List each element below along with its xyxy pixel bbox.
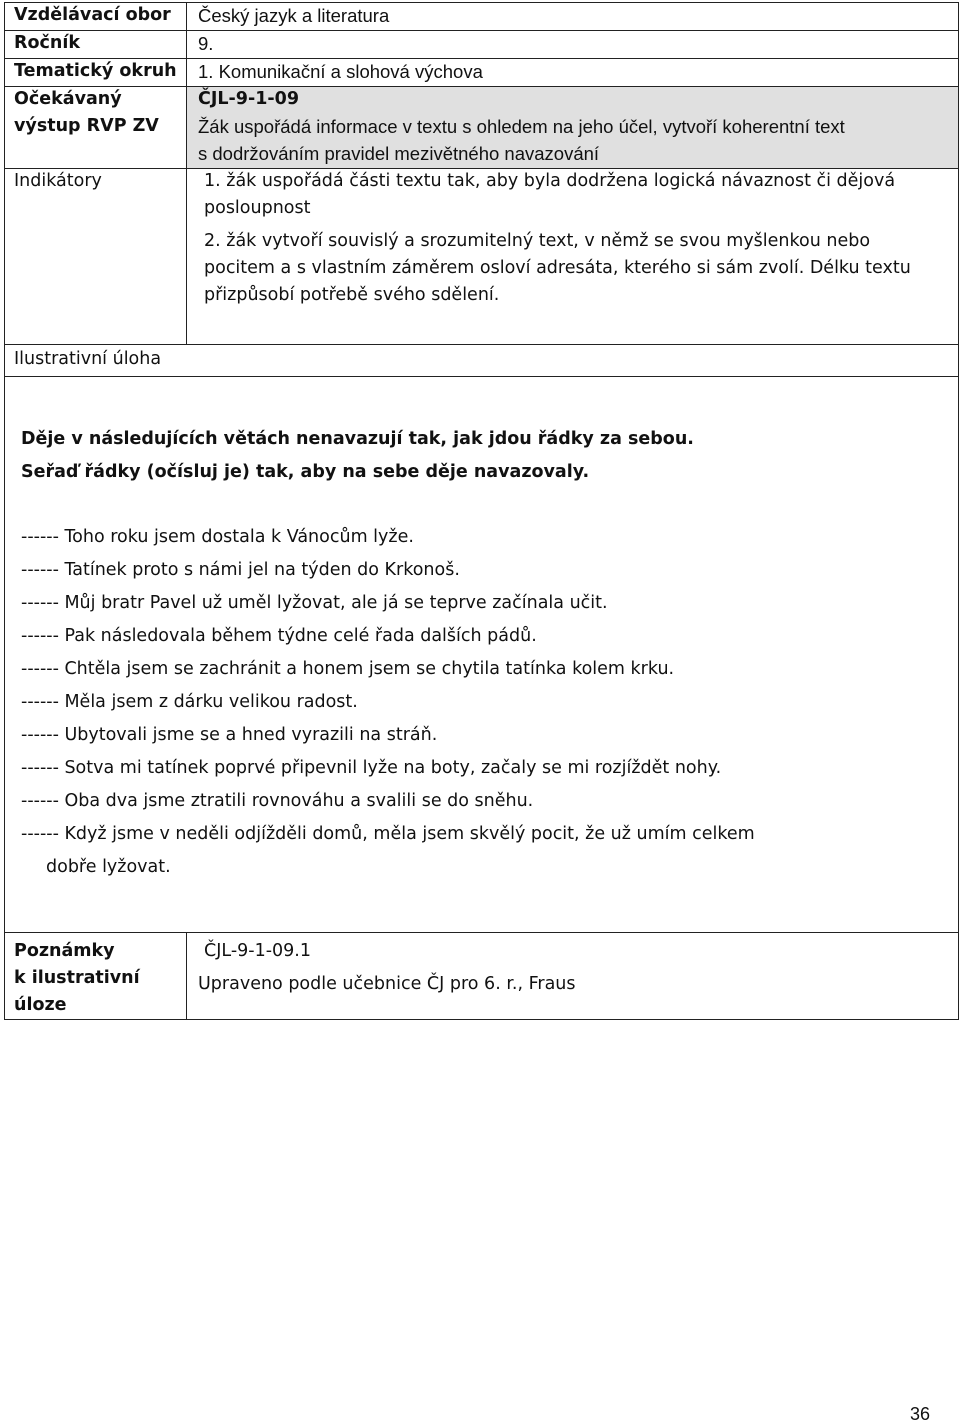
row-divider	[4, 86, 959, 87]
outcome-label: výstup RVP ZV	[14, 116, 159, 136]
task-line: ------ Ubytovali jsme se a hned vyrazili na stráň.	[21, 725, 438, 745]
indicator-item: 2. žák vytvoří souvislý a srozumitelný text, v němž se svou myšlenkou nebo	[204, 231, 871, 251]
notes-code: ČJL-9-1-09.1	[204, 941, 311, 961]
task-label: Ilustrativní úloha	[14, 349, 162, 369]
table-border-left	[4, 2, 5, 1020]
task-instruction: Seřaď řádky (očísluj je) tak, aby na sebe děje navazovaly.	[21, 462, 590, 482]
task-line: ------ Pak následovala během týdne celé řada dalších pádů.	[21, 626, 537, 646]
subject-label: Vzdělávací obor	[14, 5, 171, 25]
topic-value: 1. Komunikační a slohová výchova	[198, 61, 483, 82]
task-line: ------ Chtěla jsem se zachránit a honem jsem se chytila tatínka kolem krku.	[21, 659, 675, 679]
grade-label: Ročník	[14, 33, 80, 53]
task-line: ------ Tatínek proto s námi jel na týden do Krkonoš.	[21, 560, 460, 580]
column-divider	[186, 2, 187, 345]
table-border-right	[958, 2, 959, 1020]
task-line: ------ Sotva mi tatínek poprvé připevnil lyže na boty, začaly se mi rozjíždět nohy.	[21, 758, 722, 778]
outcome-text: s dodržováním pravidel mezivětného navazování	[198, 143, 600, 164]
indicator-item: 1. žák uspořádá části textu tak, aby byla dodržena logická návaznost či dějová	[204, 171, 896, 191]
page-number: 36	[909, 1404, 930, 1424]
notes-source: Upraveno podle učebnice ČJ pro 6. r., Fraus	[198, 974, 576, 994]
row-divider	[4, 376, 959, 377]
row-divider	[4, 344, 959, 345]
outcome-code: ČJL-9-1-09	[198, 89, 300, 109]
notes-label: Poznámky	[14, 941, 115, 961]
task-line: ------ Oba dva jsme ztratili rovnováhu a svalili se do sněhu.	[21, 791, 534, 811]
subject-value: Český jazyk a literatura	[198, 5, 390, 26]
notes-label: k ilustrativní	[14, 968, 140, 988]
topic-label: Tematický okruh	[14, 61, 177, 81]
outcome-text: Žák uspořádá informace v textu s ohledem na jeho účel, vytvoří koherentní text	[198, 116, 845, 137]
task-line: ------ Toho roku jsem dostala k Vánocům lyže.	[21, 527, 414, 547]
task-line: ------ Můj bratr Pavel už uměl lyžovat, ale já se teprve začínala učit.	[21, 593, 608, 613]
notes-label: úloze	[14, 995, 67, 1015]
row-divider	[4, 932, 959, 933]
outcome-label: Očekávaný	[14, 89, 122, 109]
indicator-item: přizpůsobí potřebě svého sdělení.	[204, 285, 500, 305]
task-line: ------ Měla jsem z dárku velikou radost.	[21, 692, 358, 712]
table-border-bottom	[4, 1019, 959, 1020]
indicator-item: posloupnost	[204, 198, 311, 218]
column-divider	[186, 932, 187, 1020]
row-divider	[4, 30, 959, 31]
task-instruction: Děje v následujících větách nenavazují tak, jak jdou řádky za sebou.	[21, 429, 694, 449]
grade-value: 9.	[198, 33, 214, 54]
task-line: ------ Když jsme v neděli odjížděli domů, měla jsem skvělý pocit, že už umím celkem	[21, 824, 755, 844]
task-line-continuation: dobře lyžovat.	[46, 857, 171, 877]
indicator-item: pocitem a s vlastním záměrem osloví adresáta, kterého si sám zvolí. Délku textu	[204, 258, 911, 278]
indicators-label: Indikátory	[14, 171, 102, 191]
